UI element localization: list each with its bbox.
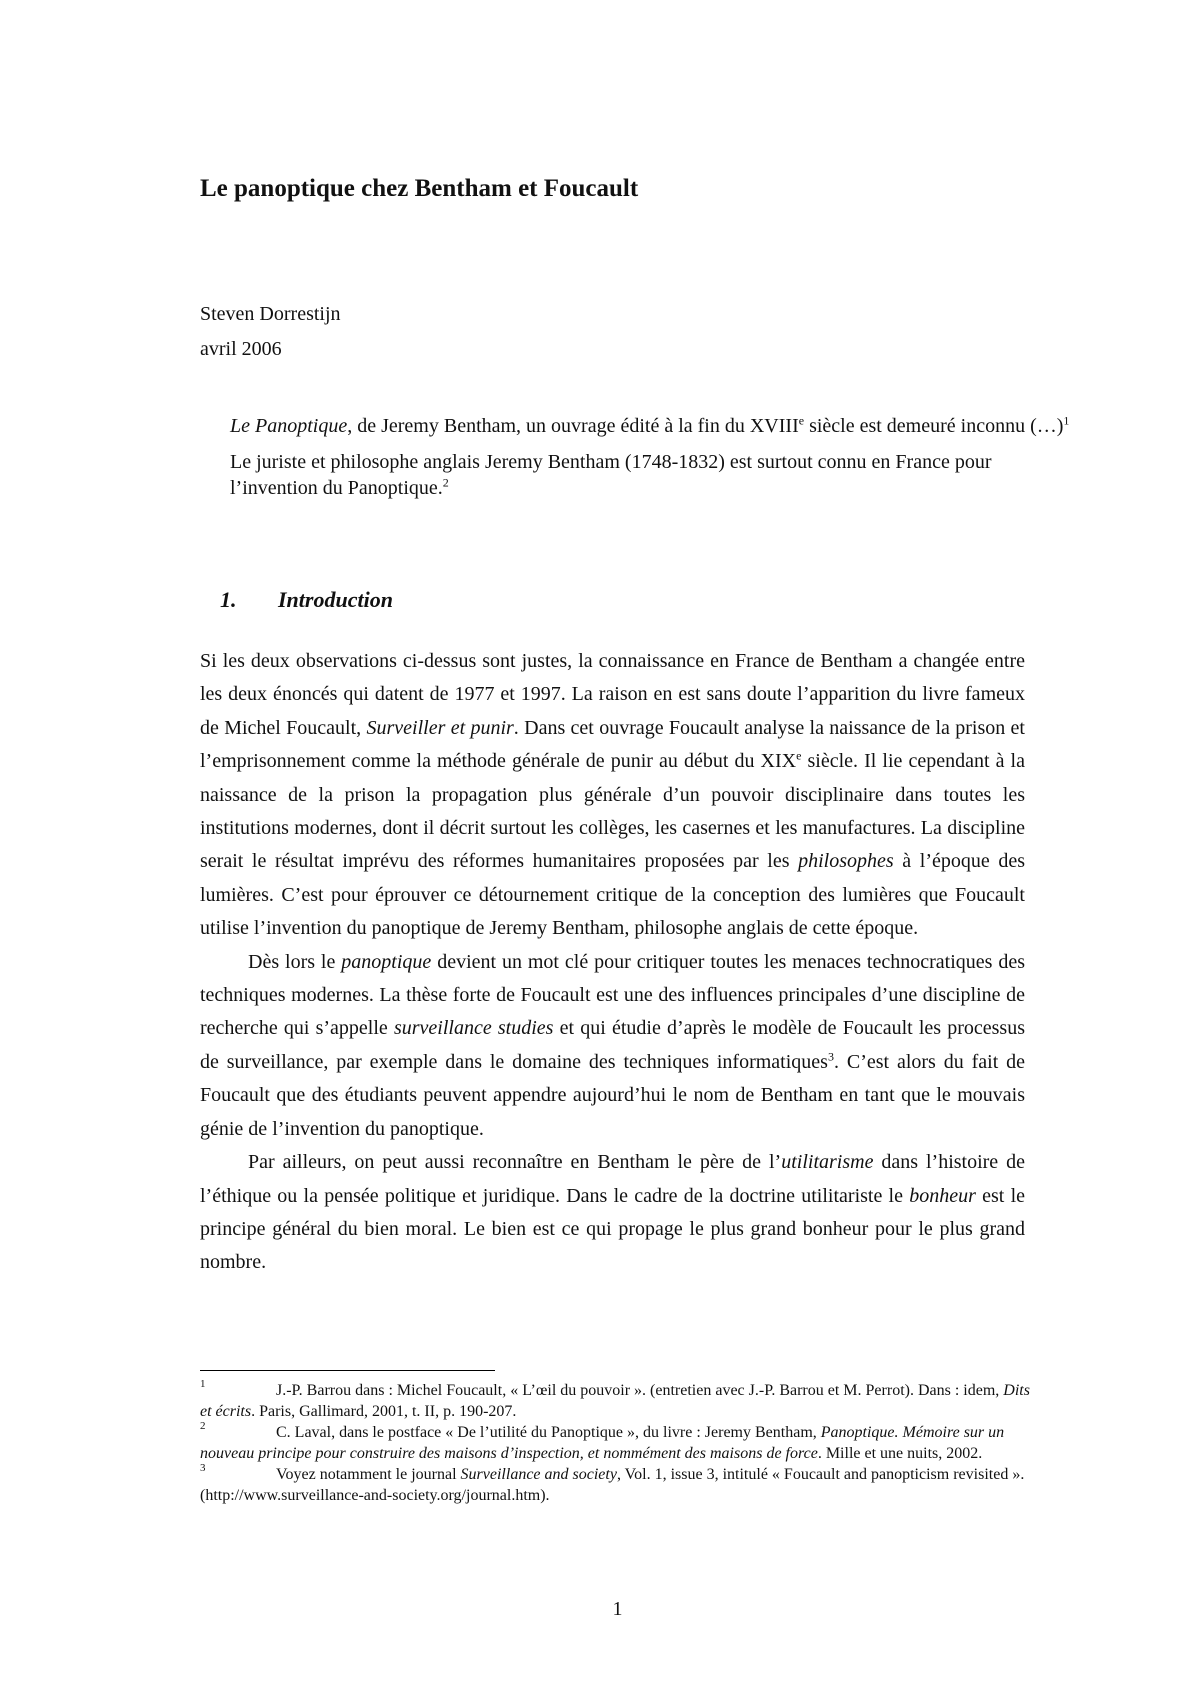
paragraph-text: Dès lors le [248, 950, 342, 973]
footnote-mark: 1 [200, 1378, 206, 1390]
paragraph-text: siècle. Il lie cependant à la naissance de la prison la propagation plus générale d’un pouvoir disciplinaire dans toutes les institutions modernes, dont il décrit surtout les collèges, les casernes et les manufactures. La discipline serait le résultat imprévu des réformes humanitaires proposées par les [200, 750, 1025, 873]
paragraph-text: à l’époque des lumières. C’est pour éprouver ce détournement critique de la conception des lumières que Foucault utilise l’invention du panoptique de Jeremy Bentham, philosophe anglais de cette époque. [200, 850, 1026, 940]
footnote-text: Voyez notamment le journal [276, 1466, 461, 1483]
document-date: avril 2006 [200, 338, 282, 360]
italic-text: surveillance studies [393, 1017, 554, 1040]
body-text [200, 645, 1025, 1280]
epigraph-text: , de Jeremy Bentham, un ouvrage édité à la fin du XVIII [347, 415, 799, 437]
section-number: 1. [220, 587, 237, 612]
footnote-1 [200, 1380, 1035, 1422]
paragraph-text: . C’est alors du fait de Foucault que des étudiants peuvent appendre aujourd’hui le nom de Bentham en tant que le mouvais génie de l’invention du panoptique. [200, 1050, 1026, 1140]
footnote-text: C. Laval, dans le postface « De l’utilité du Panoptique », du livre : Jeremy Bentham, [276, 1424, 821, 1441]
italic-text: utilitarisme [781, 1151, 874, 1174]
epigraph-quote-2 [230, 449, 1080, 501]
italic-text: philosophes [798, 850, 894, 873]
footnote-text: , Vol. 1, issue 3, intitulé « Foucault and panopticism revisited ». (http://www.surveillance-and-society.org/journal.htm). [200, 1466, 1025, 1504]
superscript: e [798, 413, 805, 428]
epigraph-quote-1 [230, 413, 1080, 439]
footnote-text: . Paris, Gallimard, 2001, t. II, p. 190-207. [251, 1403, 517, 1420]
footnote-ref: 3 [827, 1049, 834, 1064]
epigraph-italic-title: Le Panoptique [230, 415, 348, 437]
footnote-ref: 1 [1063, 413, 1070, 428]
paragraph-text: dans l’histoire de l’éthique ou la pensée politique et juridique. Dans le cadre de la doctrine utilitariste le [200, 1151, 1025, 1207]
section-title: Introduction [278, 587, 393, 612]
paragraph-text: est le principe général du bien moral. Le bien est ce qui propage le plus grand bonheur pour le plus grand nombre. [200, 1184, 1026, 1274]
epigraph-text: Le juriste et philosophe anglais Jeremy Bentham (1748-1832) est surtout connu en France pour l’invention du Panoptique. [230, 451, 992, 499]
paragraph-text: et qui étudie d’après le modèle de Foucault les processus de surveillance, par exemple dans le domaine des techniques informatiques [200, 1017, 1026, 1073]
paragraph-text: Si les deux observations ci-dessus sont justes, la connaissance en France de Bentham a changée entre les deux énoncés qui datent de 1977 et 1997. La raison en est sans doute l’apparition du livre fameux de Michel Foucault, [200, 650, 1025, 739]
footnote-separator [200, 1370, 495, 1371]
italic-text: Panoptique. Mémoire sur un nouveau principe pour construire des maisons d’inspection, et nommément des maisons de force [200, 1424, 1005, 1462]
paragraph-3 [200, 1146, 1025, 1280]
paragraph-text: Par ailleurs, on peut aussi reconnaître en Bentham le père de l’ [248, 1151, 782, 1174]
paragraph-text: . Dans cet ouvrage Foucault analyse la naissance de la prison et l’emprisonnement comme la méthode générale de punir au début du XIX [200, 716, 1025, 773]
footnote-text: J.-P. Barrou dans : Michel Foucault, « L’œil du pouvoir ». (entretien avec J.-P. Barrou et M. Perrot). Dans : idem, [276, 1382, 1004, 1399]
footnote-ref: 2 [442, 475, 449, 490]
footnote-3 [200, 1464, 1035, 1506]
footnote-mark: 3 [200, 1462, 206, 1474]
section-heading [220, 587, 393, 613]
footnotes [200, 1380, 1035, 1506]
paragraph-text: devient un mot clé pour critiquer toutes les menaces technocratiques des techniques modernes. La thèse forte de Foucault est une des influences principales d’une discipline de recherche qui s’appelle [200, 950, 1025, 1040]
epigraph-block [230, 413, 1080, 511]
italic-text: bonheur [909, 1184, 976, 1207]
footnote-mark: 2 [200, 1420, 206, 1432]
superscript: e [796, 748, 802, 763]
italic-text: Dits et écrits [200, 1382, 1030, 1420]
footnote-text: . Mille et une nuits, 2002. [817, 1445, 983, 1462]
paragraph-2 [200, 946, 1025, 1146]
italic-text: Surveillance and society [460, 1466, 617, 1483]
footnote-2 [200, 1422, 1035, 1464]
document-title: Le panoptique chez Bentham et Foucault [200, 175, 639, 202]
italic-text: panoptique [341, 950, 432, 973]
author-name: Steven Dorrestijn [200, 303, 341, 325]
page-number: 1 [612, 1598, 623, 1620]
italic-text: Surveiller et punir [366, 716, 514, 739]
epigraph-text: siècle est demeuré inconnu (…) [804, 415, 1064, 437]
paragraph-1 [200, 645, 1025, 946]
